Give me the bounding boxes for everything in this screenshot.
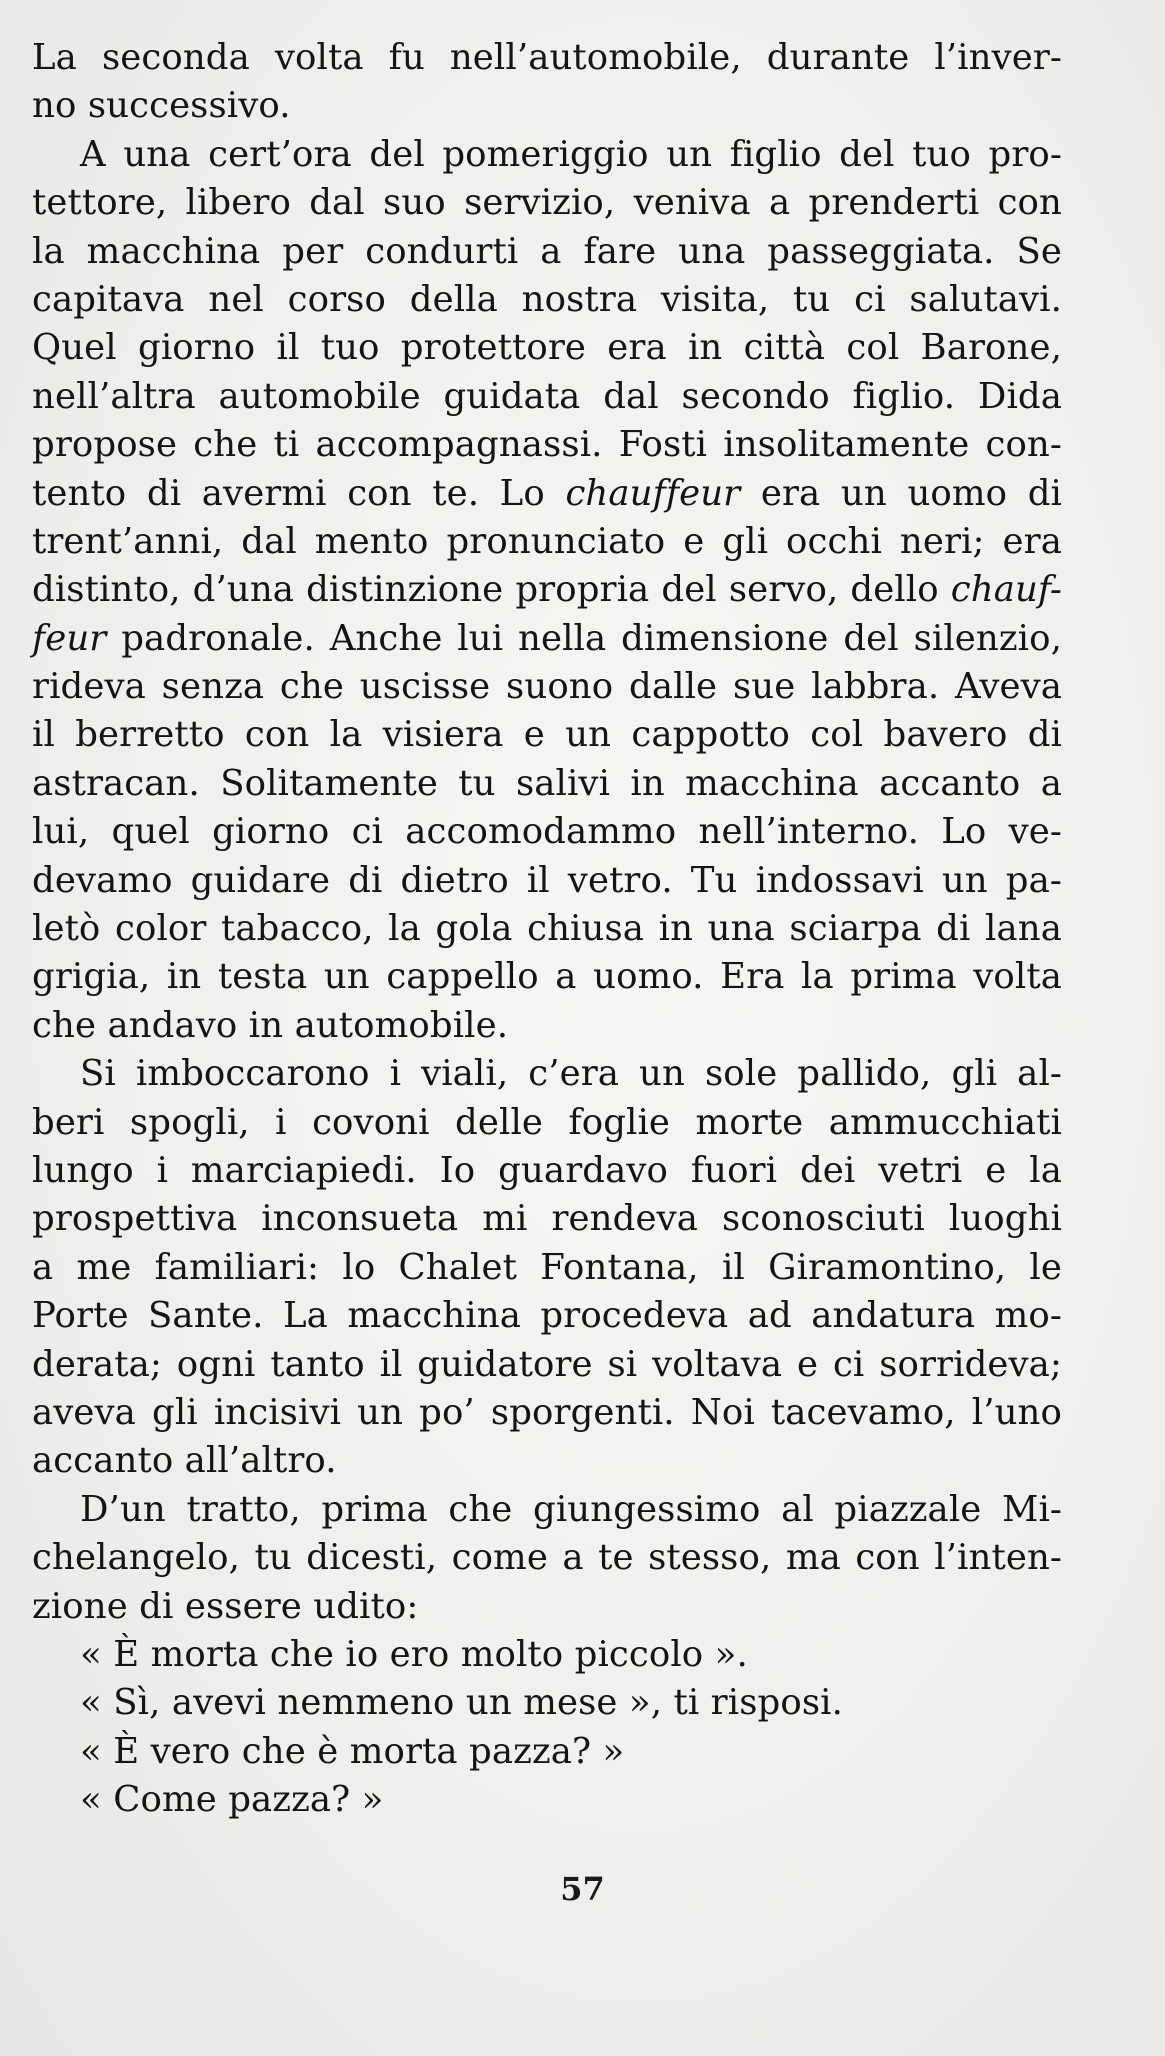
text-line: devamo guidare di dietro il vetro. Tu indossavi un pa- [32,859,1062,901]
text-line: aveva gli incisivi un po’ sporgenti. Noi tacevamo, l’uno [32,1391,1062,1433]
dialogue-line: « È vero che è morta pazza? » [80,1730,625,1772]
text-line: chelangelo, tu dicesti, come a te stesso, ma con l’inten- [32,1537,1062,1579]
text-line: a me familiari: lo Chalet Fontana, il Giramontino, le [32,1246,1062,1288]
text-line: Porte Sante. La macchina procedeva ad andatura mo- [32,1295,1062,1337]
text-line: lui, quel giorno ci accomodammo nell’interno. Lo ve- [32,811,1062,853]
text-line: capitava nel corso della nostra visita, tu ci salutavi. [32,278,1062,320]
text-line: derata; ogni tanto il guidatore si voltava e ci sorrideva; [32,1343,1062,1385]
text-line: La seconda volta fu nell’automobile, durante l’inver- [32,37,1062,78]
text-line: Quel giorno il tuo protettore era in città col Barone, [32,327,1062,369]
dialogue-line: « È morta che io ero molto piccolo ». [80,1633,748,1675]
text-line: beri spogli, i covoni delle foglie morte ammucchiati [32,1101,1062,1143]
text-line: tettore, libero dal suo servizio, veniva a prenderti con [32,182,1062,224]
text-line: A una cert’ora del pomeriggio un figlio del tuo pro- [80,133,1062,175]
body-text [32,34,1062,1824]
text-line: nell’altra automobile guidata dal secondo figlio. Dida [32,375,1062,417]
text-line: letò color tabacco, la gola chiusa in una sciarpa di lana [32,908,1062,950]
text-line: che andavo in automobile. [32,1004,509,1046]
text-line: grigia, in testa un cappello a uomo. Era la prima volta [32,956,1062,998]
text-line: astracan. Solitamente tu salivi in macchina accanto a [32,762,1062,804]
text-line: no successivo. [32,85,291,127]
page-number: 57 [560,1870,605,1908]
dialogue-line: « Come pazza? » [80,1779,384,1821]
text-line: rideva senza che uscisse suono dalle sue labbra. Aveva [32,666,1062,708]
text-line: zione di essere udito: [32,1585,419,1627]
text-line: trent’anni, dal mento pronunciato e gli occhi neri; era [32,520,1062,562]
dialogue-line: « Sì, avevi nemmeno un mese », ti risposi. [80,1682,843,1724]
text-line: tento di avermi con te. Lo chauffeur era un uomo di [32,472,1063,514]
text-line: Si imboccarono i viali, c’era un sole pallido, gli al- [80,1053,1062,1095]
text-line: propose che ti accompagnassi. Fosti insolitamente con- [32,424,1062,466]
text-line: distinto, d’una distinzione propria del servo, dello chauf- [32,569,1062,611]
text-line: lungo i marciapiedi. Io guardavo fuori dei vetri e la [32,1149,1062,1191]
text-line: prospettiva inconsueta mi rendeva sconosciuti luoghi [32,1198,1062,1240]
text-line: feur padronale. Anche lui nella dimensione del silenzio, [32,617,1062,659]
text-line: accanto all’altro. [32,1440,337,1482]
text-line: il berretto con la visiera e un cappotto col bavero di [32,714,1062,756]
text-line: D’un tratto, prima che giungessimo al piazzale Mi- [80,1488,1062,1530]
text-line: la macchina per condurti a fare una passeggiata. Se [32,230,1062,272]
